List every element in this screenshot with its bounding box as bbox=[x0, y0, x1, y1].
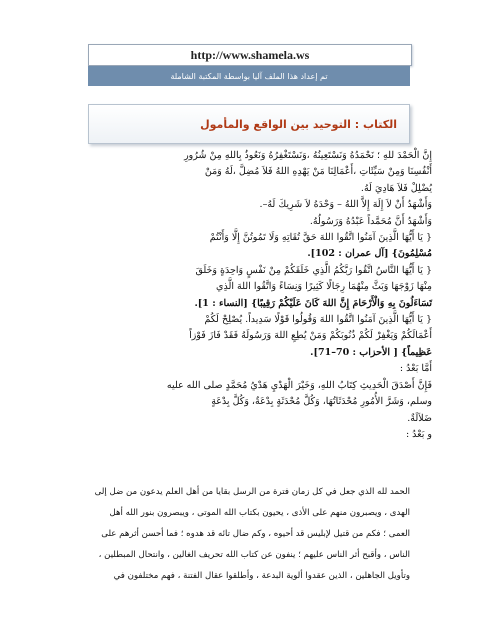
sermon-line: أَنْفُسِنَا وَمِنْ سَيِّئَاتِ ،أَعْمَالِنَا مَنْ يَهْدِهِ اللهُ فَلاَ مُضِلَّ ،لَهُ وَمَنْ bbox=[204, 166, 432, 178]
sermon-line: وَأَشْهَدُ أَنْ لاَ إِلَهَ إِلاَّ اللهُ – وَحْدَهُ لاَ شَرِيكَ لَهُ–. bbox=[259, 199, 432, 211]
sermon-line: { يَا أَيُّهَا الَّذِينَ آمَنُوا اتَّقُوا اللهَ وَقُولُوا قَوْلًا سَدِيداً. يُصْلِحْ لَكُمْ bbox=[204, 314, 432, 326]
sermon-line: أَمَّا بَعْدُ : bbox=[399, 363, 432, 375]
sermon-line: وسلم، وَشَرَّ الأُمُورِ مُحْدَثَاتُهَا، وَكُلَّ مُحْدَثَةٍ بِدْعَةٌ، وَكُلَّ بِدْعَةٍ bbox=[211, 396, 432, 408]
body-line: العمى ؛ فكم من قتيل لإبليس قد أحيوه ، وكم ضال تائه قد هدوه ؛ فما أحسن أثرهم على bbox=[101, 529, 410, 539]
generated-by-banner: تم إعداد هذا الملف آليا بواسطة المكتبة الشاملة bbox=[88, 66, 410, 86]
sermon-line: مِنْهَا زَوْجَهَا وَبَثَّ مِنْهُمَا رِجَالًا كَثِيرًا وَنِسَاءً وَاتَّقُوا اللهَ الَّذِي bbox=[216, 281, 432, 293]
sermon-line: أَعْمَالَكُمْ وَيَغْفِرْ لَكُمْ ذُنُوبَكُمْ وَمَنْ يُطِعِ اللهَ وَرَسُولَهُ فَقَدْ فَازَ فَوْزاً bbox=[189, 330, 432, 342]
sermon-line: تَسَاءَلُونَ بِهِ وَالْأَرْحَامَ إِنَّ اللهَ كَانَ عَلَيْكُمْ رَقِيبًا} [النساء : 1]. bbox=[194, 297, 432, 309]
sermon-line: ضَلاَلَةٌ. bbox=[407, 412, 432, 424]
sermon-line: { يَا أَيُّهَا الَّذِينَ آمَنُوا اتَّقُوا اللهَ حَقَّ تُقَاتِهِ وَلَا تَمُوتُنَّ إِلَّا وَأَنْتُمْ bbox=[209, 232, 432, 244]
sermon-line: مُسْلِمُونَ} [آل عمران : 102]. bbox=[307, 248, 432, 260]
sermon-line: يُضْلِلْ فَلاَ هَادِيَ لَهُ. bbox=[360, 182, 432, 194]
sermon-line: { يَا أَيُّهَا النَّاسُ اتَّقُوا رَبَّكُمُ الَّذِي خَلَقَكُمْ مِنْ نَفْسٍ وَاحِدَةٍ وَخَلَقَ bbox=[195, 264, 432, 276]
website-url[interactable]: http://www.shamela.ws bbox=[88, 44, 412, 66]
sermon-line: وَأَشْهَدُ أَنَّ مُحَمَّداً عَبْدُهُ وَرَسُولُهُ. bbox=[309, 215, 432, 227]
sermon-line: عَظِيماً} [ الأحزاب : 70–71]. bbox=[310, 346, 432, 358]
body-line: الناس ، وأقبح أثر الناس عليهم ؛ ينفون عن كتاب الله تحريف الغالين ، وانتحال المبطلين ، bbox=[98, 550, 410, 560]
body-line: وتأويل الجاهلين ، الذين عقدوا ألوية البدعة ، وأطلقوا عقال الفتنة ، فهم مختلفون في bbox=[113, 571, 410, 581]
book-title: الكتاب : التوحيد بين الواقع والمأمول bbox=[200, 117, 397, 131]
body-paragraph bbox=[70, 482, 410, 587]
book-title-box bbox=[88, 104, 410, 144]
body-line: الحمد لله الذي جعل في كل زمان فترة من الرسل بقايا من أهل العلم يدعون من ضل إلى bbox=[94, 487, 410, 497]
opening-sermon bbox=[70, 148, 432, 465]
sermon-line: فَإِنَّ أَصْدَقَ الْحَدِيثِ كِتَابُ اللهِ، وَخَيْرَ الْهَدْيِ هَدْيُ مُحَمَّدٍ صلى الله عليه bbox=[166, 379, 432, 391]
sermon-line: إِنَّ الْحَمْدَ للهِ ؛ نَحْمَدُهُ وَنَسْتَعِينُهُ ،وَنَسْتَغْفِرُهُ وَنَعُوذُ بِاللهِ مِنْ شُرُورِ bbox=[184, 150, 432, 161]
sermon-line: و بَعْدُ : bbox=[405, 428, 432, 440]
body-line: الهدى ، ويصبرون منهم على الأذى ، يحيون بكتاب الله الموتى ، ويبصرون بنور الله أهل bbox=[109, 508, 410, 518]
